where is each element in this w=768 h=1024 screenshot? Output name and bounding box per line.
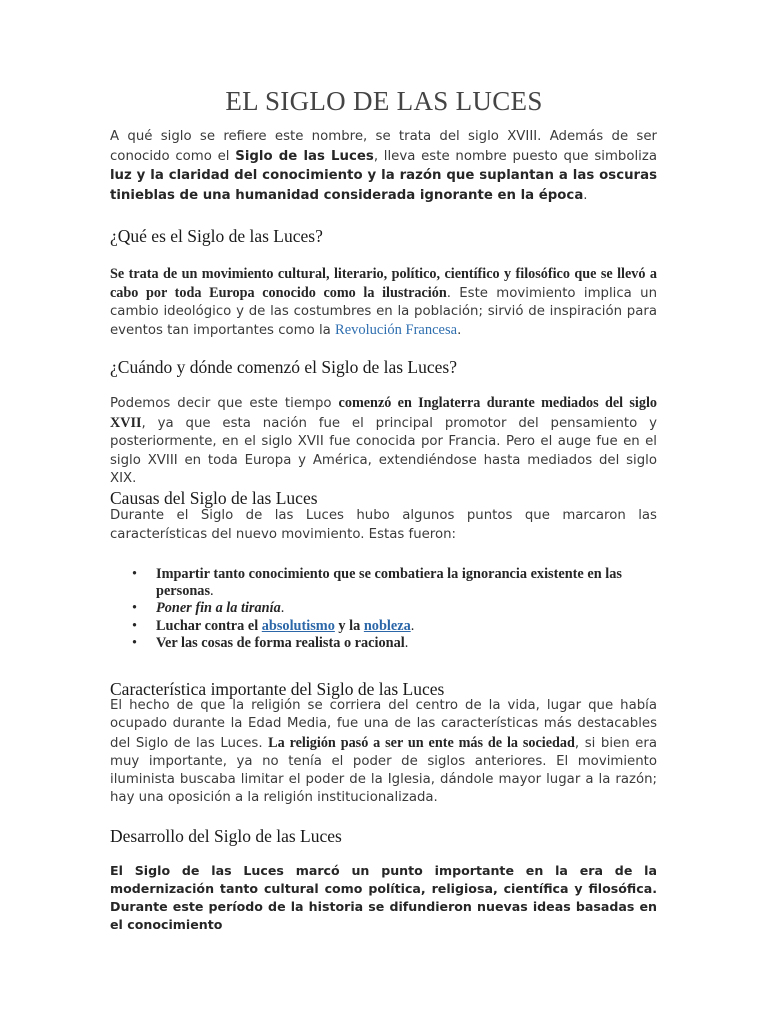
intro-bold-1: Siglo de las Luces bbox=[235, 148, 374, 164]
causa-3-end: . bbox=[410, 617, 415, 634]
que-es-bold: Se trata de un movimiento cultural, literario, político, científico y filosófico que se llevó a cabo por toda Europa conocido como la ilustración bbox=[110, 266, 657, 301]
page-title: EL SIGLO DE LAS LUCES bbox=[225, 86, 543, 116]
intro-bold-2: luz y la claridad del conocimiento y la razón que suplantan a las oscuras tinieblas de una humanidad considerada ignorante en la época bbox=[110, 168, 657, 203]
caracteristica-paragraph bbox=[110, 697, 657, 808]
causa-4-end: . bbox=[404, 634, 409, 651]
list-item bbox=[110, 566, 657, 600]
section-heading-desarrollo: Desarrollo del Siglo de las Luces bbox=[110, 826, 342, 846]
intro-paragraph bbox=[110, 127, 657, 205]
revolucion-francesa-link[interactable]: Revolución Francesa bbox=[335, 322, 458, 338]
caracteristica-text-1: El hecho de que la religión se corriera del centro de la vida, lugar que había ocupado durante la Edad Media, fue una de las características más destacables del Siglo de las Luces. bbox=[110, 698, 657, 751]
absolutismo-link[interactable]: absolutismo bbox=[261, 617, 335, 634]
section-heading-cuando: ¿Cuándo y dónde comenzó el Siglo de las Luces? bbox=[110, 357, 457, 377]
section-heading-causas: Causas del Siglo de las Luces bbox=[110, 488, 318, 508]
caracteristica-bold: La religión pasó a ser un ente más de la sociedad bbox=[268, 734, 575, 751]
list-item bbox=[110, 618, 657, 635]
cuando-text-2: , ya que esta nación fue el principal promotor del pensamiento y posteriormente, en el siglo XVII fue conocida por Francia. Pero el auge fue en el siglo XVIII en toda Europa y América, extendiéndose hasta mediados del siglo XIX. bbox=[110, 415, 657, 486]
list-item bbox=[110, 600, 657, 617]
desarrollo-paragraph bbox=[110, 862, 657, 934]
cuando-paragraph bbox=[110, 394, 657, 489]
caracteristica-text-2: , si bien era muy importante, ya no tenía el poder de siglos anteriores. El movimiento iluminista buscaba limitar el poder de la Iglesia, dándole mayor lugar a la razón; hay una oposición a la religión institucionalizada. bbox=[110, 735, 657, 806]
desarrollo-bold: El Siglo de las Luces marcó un punto importante en la era de la modernización tanto cultural como política, religiosa, científica y filosófica. Durante este período de la historia se difundieron nuevas ideas basadas en el conocimiento bbox=[110, 863, 657, 932]
intro-text-2: , lleva este nombre puesto que simboliza bbox=[373, 148, 657, 164]
causa-2-end: . bbox=[280, 600, 285, 617]
causa-4-bold: Ver las cosas de forma realista o racional bbox=[156, 634, 405, 651]
section-heading-caracteristica: Característica importante del Siglo de las Luces bbox=[110, 679, 445, 699]
causa-2-bold: Poner fin a la tiranía bbox=[156, 600, 281, 617]
section-heading-que-es: ¿Qué es el Siglo de las Luces? bbox=[110, 226, 323, 246]
que-es-paragraph bbox=[110, 265, 657, 340]
cuando-bold: comenzó en Inglaterra durante mediados del siglo XVII bbox=[110, 395, 657, 431]
nobleza-link[interactable]: nobleza bbox=[363, 617, 411, 634]
causas-intro: Durante el Siglo de las Luces hubo algunos puntos que marcaron las características del nuevo movimiento. Estas fueron: bbox=[110, 508, 657, 542]
que-es-text-2: . bbox=[457, 323, 462, 338]
intro-text-1: A qué siglo se refiere este nombre, se trata del siglo XVIII. Además de ser conocido como el bbox=[110, 129, 657, 164]
que-es-text-1: . Este movimiento implica un cambio ideológico y de las costumbres en la población; sirvió de inspiración para eventos tan importantes como la bbox=[110, 286, 657, 338]
causa-3-bold-1: Luchar contra el bbox=[156, 617, 262, 634]
intro-text-3: . bbox=[583, 187, 588, 203]
list-item bbox=[110, 635, 657, 652]
causa-1-bold: Impartir tanto conocimiento que se combatiera la ignorancia existente en las personas bbox=[156, 566, 622, 600]
cuando-text-1: Podemos decir que este tiempo bbox=[110, 396, 339, 411]
causa-1-end: . bbox=[210, 583, 214, 600]
causas-list bbox=[110, 566, 657, 652]
causa-3-bold-2: y la bbox=[334, 617, 364, 634]
